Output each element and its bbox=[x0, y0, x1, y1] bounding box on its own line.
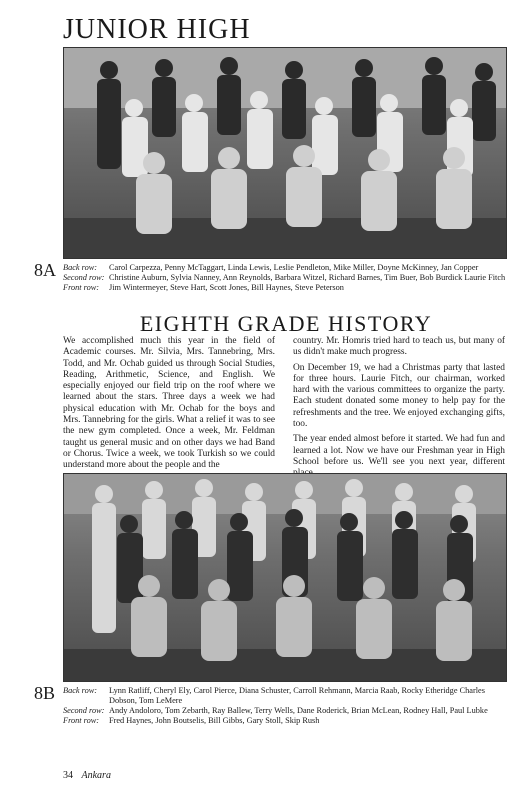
caption-8b bbox=[63, 686, 508, 726]
history-left-column bbox=[63, 336, 275, 476]
history-paragraph: We accomplished much this year in the field of Academic courses. Mr. Silvia, Mrs. Tannebring, Mrs. Todd, and Mr. Ochab guided us through Social Studies, Reading, Arithmetic, Science, and English. We especially enjoyed our field trip on the roof where we learned about the stars. Three days a week we had physical education with Mr. Ochab for the boys and Mrs. Tannebring for the girls. What a relief it was to see the new gym completed. Once a week, Mr. Feldman taught us general music and on other days we had Band or Chorus. Twice a week, we took Turkish so we could understand more about the people and the bbox=[63, 336, 275, 471]
caption-label: Second row: bbox=[63, 706, 105, 715]
caption-names: Carol Carpezza, Penny McTaggart, Linda Lewis, Leslie Pendleton, Mike Miller, Doyne McKinney, Jan Copper bbox=[109, 263, 479, 272]
class-photo-8a-graphic bbox=[64, 48, 506, 258]
history-paragraph: country. Mr. Homris tried hard to teach us, but many of us didn't make much progress. bbox=[293, 336, 505, 358]
caption-row bbox=[63, 706, 508, 716]
caption-row bbox=[63, 686, 508, 706]
caption-row bbox=[63, 263, 508, 273]
caption-names: Fred Haynes, John Boutselis, Bill Gibbs, Gary Stoll, Skip Rush bbox=[109, 716, 320, 725]
class-photo-8b-graphic bbox=[64, 474, 506, 681]
section-mark-8b: 8B bbox=[34, 683, 56, 703]
history-paragraph: On December 19, we had a Christmas party that lasted for three hours. Laurie Fitch, our chairman, worked hard with the various committees to organize the party. Each student donated some money to help pay for the refreshments and the tree. We enjoyed exchanging gifts, too. bbox=[293, 362, 505, 430]
caption-names: Jim Wintermeyer, Steve Hart, Scott Jones, Bill Haynes, Steve Peterson bbox=[109, 283, 344, 292]
caption-8a bbox=[63, 263, 508, 293]
caption-names: Christine Auburn, Sylvia Nanney, Ann Reynolds, Barbara Witzel, Richard Barnes, Tim Buer, Bob Burdick Laurie Fitch bbox=[109, 273, 506, 282]
caption-names: Andy Andoloro, Tom Zebarth, Ray Ballew, Terry Wells, Dane Roderick, Brian McLean, Rodney Hall, Paul Lubke bbox=[109, 706, 488, 715]
caption-row bbox=[63, 273, 508, 283]
history-right-column bbox=[293, 336, 505, 484]
section-mark-8a: 8A bbox=[34, 260, 56, 280]
caption-names: Lynn Ratliff, Cheryl Ely, Carol Pierce, Diana Schuster, Carroll Rehmann, Marcia Raab, Rocky Etheridge Charles Dobson, Tom LeMere bbox=[109, 686, 485, 705]
class-photo-8b bbox=[63, 473, 507, 682]
caption-label: Second row: bbox=[63, 273, 105, 282]
caption-label: Back row: bbox=[63, 686, 98, 695]
publication-name: Ankara bbox=[81, 770, 111, 781]
history-title: EIGHTH GRADE HISTORY bbox=[139, 311, 433, 336]
history-paragraph: The year ended almost before it started. We had fun and learned a lot. Now we have our Freshman year in High School before us. We'll see you next year, different bbox=[293, 434, 505, 467]
caption-label: Front row: bbox=[63, 283, 100, 292]
page-number: 34 bbox=[63, 770, 73, 781]
page-footer bbox=[63, 770, 111, 781]
caption-label: Back row: bbox=[63, 263, 98, 272]
page-title: JUNIOR HIGH bbox=[63, 14, 251, 45]
caption-row bbox=[63, 716, 508, 726]
caption-label: Front row: bbox=[63, 716, 100, 725]
caption-row bbox=[63, 283, 508, 293]
class-photo-8a bbox=[63, 47, 507, 259]
